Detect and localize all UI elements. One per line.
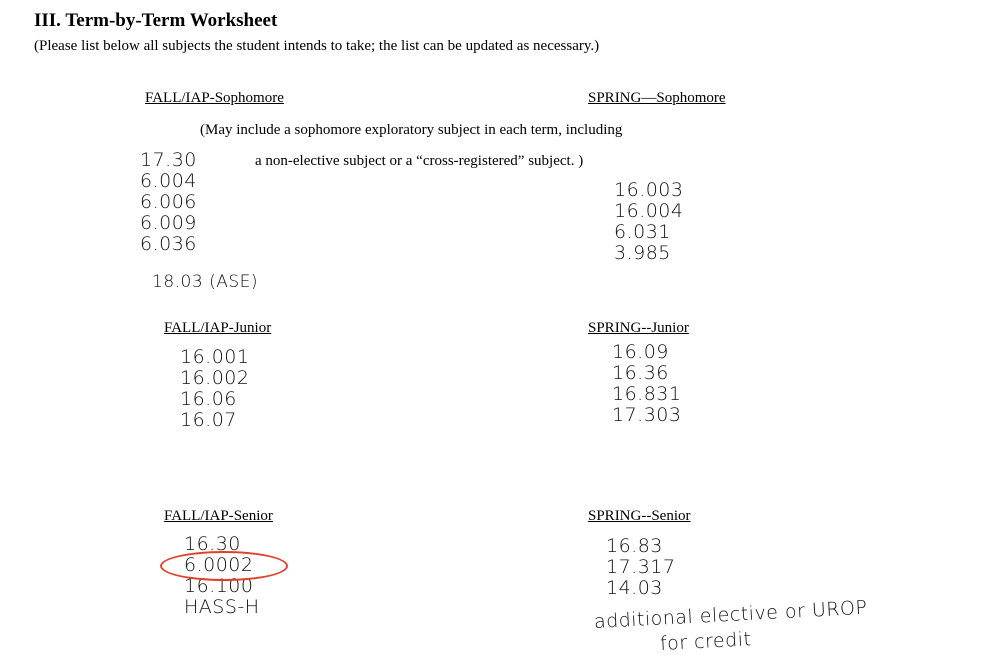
subject-entry: 16.07: [180, 409, 237, 431]
spring-sophomore-heading: SPRING—Sophomore: [588, 90, 726, 106]
spring-senior-extra-line-1: additional elective or UROP: [593, 596, 868, 633]
highlight-circle: [160, 551, 288, 581]
subject-entry: 16.100: [184, 575, 254, 597]
spring-junior-heading: SPRING--Junior: [588, 320, 689, 336]
exploratory-note-line-2: a non-elective subject or a “cross-registered” subject. ): [255, 153, 584, 169]
subject-entry: 6.006: [140, 191, 197, 213]
subject-entry: 16.001: [180, 346, 250, 368]
subject-entry: 16.831: [612, 383, 682, 405]
spring-senior-subjects: [606, 536, 675, 599]
subject-entry: 16.30: [184, 533, 241, 555]
subject-entry: 17.303: [612, 404, 682, 426]
subject-entry: HASS-H: [184, 596, 260, 618]
fall-sophomore-subjects: [140, 150, 197, 255]
subject-entry: 16.002: [180, 367, 250, 389]
exploratory-note-line-1: (May include a sophomore exploratory subject in each term, including: [200, 122, 623, 138]
subject-entry: 16.003: [614, 179, 684, 201]
subject-entry: 6.009: [140, 212, 197, 234]
spring-senior-extra-line-2: for credit: [659, 628, 752, 655]
subject-entry: 6.004: [140, 170, 197, 192]
worksheet-subtitle: (Please list below all subjects the student intends to take; the list can be updated as necessary.): [34, 38, 600, 54]
subject-entry: 16.004: [614, 200, 684, 222]
subject-entry: 17.30: [140, 149, 197, 171]
subject-entry: 6.036: [140, 233, 197, 255]
subject-entry: 6.031: [614, 221, 671, 243]
fall-junior-heading: FALL/IAP-Junior: [164, 320, 272, 336]
spring-sophomore-subjects: [614, 180, 683, 264]
fall-senior-heading: FALL/IAP-Senior: [164, 508, 273, 524]
fall-sophomore-heading: FALL/IAP-Sophomore: [145, 90, 284, 106]
fall-sophomore-extra: 18.03 (ASE): [152, 272, 258, 292]
subject-entry: 16.36: [612, 362, 669, 384]
subject-entry: 16.06: [180, 388, 237, 410]
spring-junior-subjects: [612, 342, 681, 426]
spring-senior-heading: SPRING--Senior: [588, 508, 691, 524]
subject-entry: 3.985: [614, 242, 671, 264]
subject-entry: 17.317: [606, 556, 676, 578]
subject-entry: 6.0002: [184, 554, 254, 576]
fall-junior-subjects: [180, 347, 249, 431]
worksheet-title: III. Term-by-Term Worksheet: [34, 10, 278, 31]
subject-entry: 16.09: [612, 341, 669, 363]
subject-entry: 14.03: [606, 577, 663, 599]
subject-entry: 16.83: [606, 535, 663, 557]
